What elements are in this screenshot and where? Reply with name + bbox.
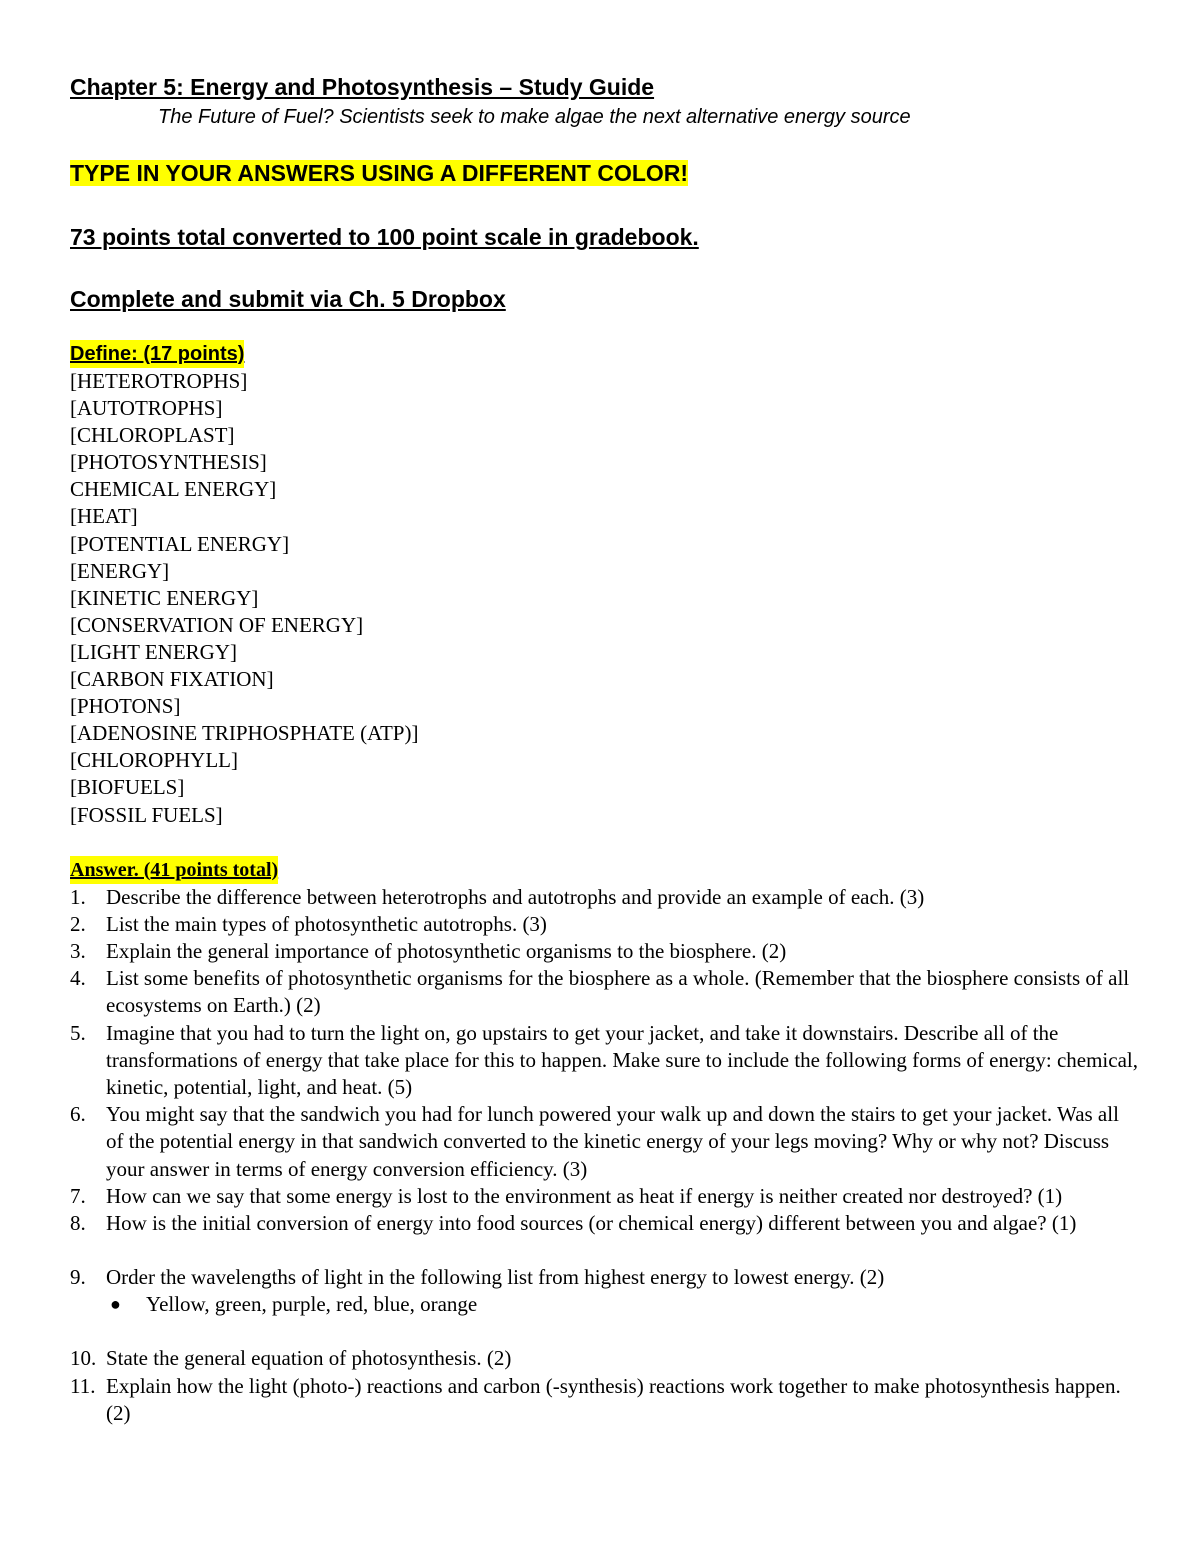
question-number: 2.	[70, 911, 86, 936]
page-subtitle: The Future of Fuel? Scientists seek to make algae the next alternative energy source	[158, 106, 911, 128]
wavelength-bullets	[70, 1291, 1140, 1318]
question-text: Imagine that you had to turn the light on, go upstairs to get your jacket, and take it downstairs. Describe all of the transformations of energy that take place for this to happen. Make sure to include the following forms of energy: chemical, kinetic, potential, light, and heat. (5)	[106, 1020, 1138, 1100]
page-title: Chapter 5: Energy and Photosynthesis – Study Guide	[70, 74, 655, 100]
document-page	[70, 70, 1140, 1427]
answer-heading: Answer. (41 points total)	[70, 856, 278, 884]
question-item	[70, 1264, 1140, 1291]
question-item	[70, 1210, 1140, 1237]
bullet-text: Yellow, green, purple, red, blue, orange	[146, 1292, 478, 1317]
question-item	[70, 1345, 1140, 1372]
question-number: 3.	[70, 939, 86, 963]
question-number: 9.	[70, 1265, 86, 1290]
question-number: 11.	[70, 1373, 96, 1398]
define-term: [AUTOTROPHS]	[70, 396, 223, 421]
question-text: How is the initial conversion of energy into food sources (or chemical energy) different between you and algae? (1)	[106, 1211, 1077, 1236]
question-text: List the main types of photosynthetic autotrophs. (3)	[106, 911, 547, 936]
define-term: [CONSERVATION OF ENERGY]	[70, 612, 364, 637]
question-item	[70, 1183, 1140, 1210]
question-9-list	[70, 1264, 1140, 1291]
questions-list	[70, 884, 1140, 1238]
question-number: 1.	[70, 884, 86, 909]
question-text: Explain the general importance of photosynthetic organisms to the biosphere. (2)	[106, 939, 787, 963]
question-text: You might say that the sandwich you had for lunch powered your walk up and down the stairs to get your jacket. Was all of the potential energy in that sandwich converted to the kinetic energy of your legs moving? Why or why not? Discuss your answer in terms of energy conversion efficiency. (3)	[106, 1102, 1119, 1181]
question-number: 7.	[70, 1183, 86, 1208]
question-text: How can we say that some energy is lost to the environment as heat if energy is neither created nor destroyed? (1)	[106, 1183, 1063, 1208]
define-term: [FOSSIL FUELS]	[70, 802, 223, 827]
instruction-notice	[70, 158, 1140, 188]
question-number: 5.	[70, 1020, 86, 1045]
instruction-highlight: TYPE IN YOUR ANSWERS USING A DIFFERENT COLOR!	[70, 160, 689, 186]
question-text: Order the wavelengths of light in the following list from highest energy to lowest energy. (2)	[106, 1265, 885, 1290]
question-item	[70, 1101, 1140, 1183]
question-text: Explain how the light (photo-) reactions and carbon (-synthesis) reactions work together to make photosynthesis happen. (2)	[106, 1373, 1121, 1425]
submit-notice: Complete and submit via Ch. 5 Dropbox	[70, 286, 506, 312]
bullet-icon: ●	[110, 1294, 121, 1315]
question-number: 10.	[70, 1346, 97, 1371]
define-terms-list	[70, 368, 1140, 829]
question-item	[70, 938, 1140, 965]
question-text: Describe the difference between heterotrophs and autotrophs and provide an example of each. (3)	[106, 884, 925, 909]
question-text: List some benefits of photosynthetic organisms for the biosphere as a whole. (Remember that the biosphere consists of all ecosystems on Earth.) (2)	[106, 966, 1130, 1018]
define-term: [POTENTIAL ENERGY]	[70, 531, 290, 556]
define-term: [ADENOSINE TRIPHOSPHATE (ATP)]	[70, 721, 419, 746]
points-notice: 73 points total converted to 100 point scale in gradebook.	[70, 224, 699, 250]
define-term: [LIGHT ENERGY]	[70, 639, 237, 664]
bullet-item	[70, 1291, 1140, 1318]
define-term: [PHOTOSYNTHESIS]	[70, 450, 267, 475]
question-item	[70, 1373, 1140, 1427]
question-item	[70, 884, 1140, 911]
define-term: CHEMICAL ENERGY]	[70, 477, 277, 502]
define-heading: Define: (17 points)	[70, 340, 244, 368]
define-term: [KINETIC ENERGY]	[70, 585, 259, 610]
question-number: 4.	[70, 966, 86, 991]
define-term: [PHOTONS]	[70, 694, 181, 719]
define-term: [HETEROTROPHS]	[70, 369, 248, 393]
question-number: 6.	[70, 1102, 86, 1127]
question-item	[70, 911, 1140, 938]
define-term: [CHLOROPHYLL]	[70, 748, 238, 773]
define-term: [ENERGY]	[70, 558, 170, 583]
define-term: [BIOFUELS]	[70, 775, 185, 800]
question-item	[70, 965, 1140, 1019]
question-number: 8.	[70, 1211, 86, 1236]
question-item	[70, 1020, 1140, 1102]
define-term: [CARBON FIXATION]	[70, 667, 274, 692]
define-term: [CHLOROPLAST]	[70, 423, 235, 448]
question-text: State the general equation of photosynthesis. (2)	[106, 1346, 512, 1371]
define-term: [HEAT]	[70, 504, 138, 529]
questions-tail-list	[70, 1345, 1140, 1427]
